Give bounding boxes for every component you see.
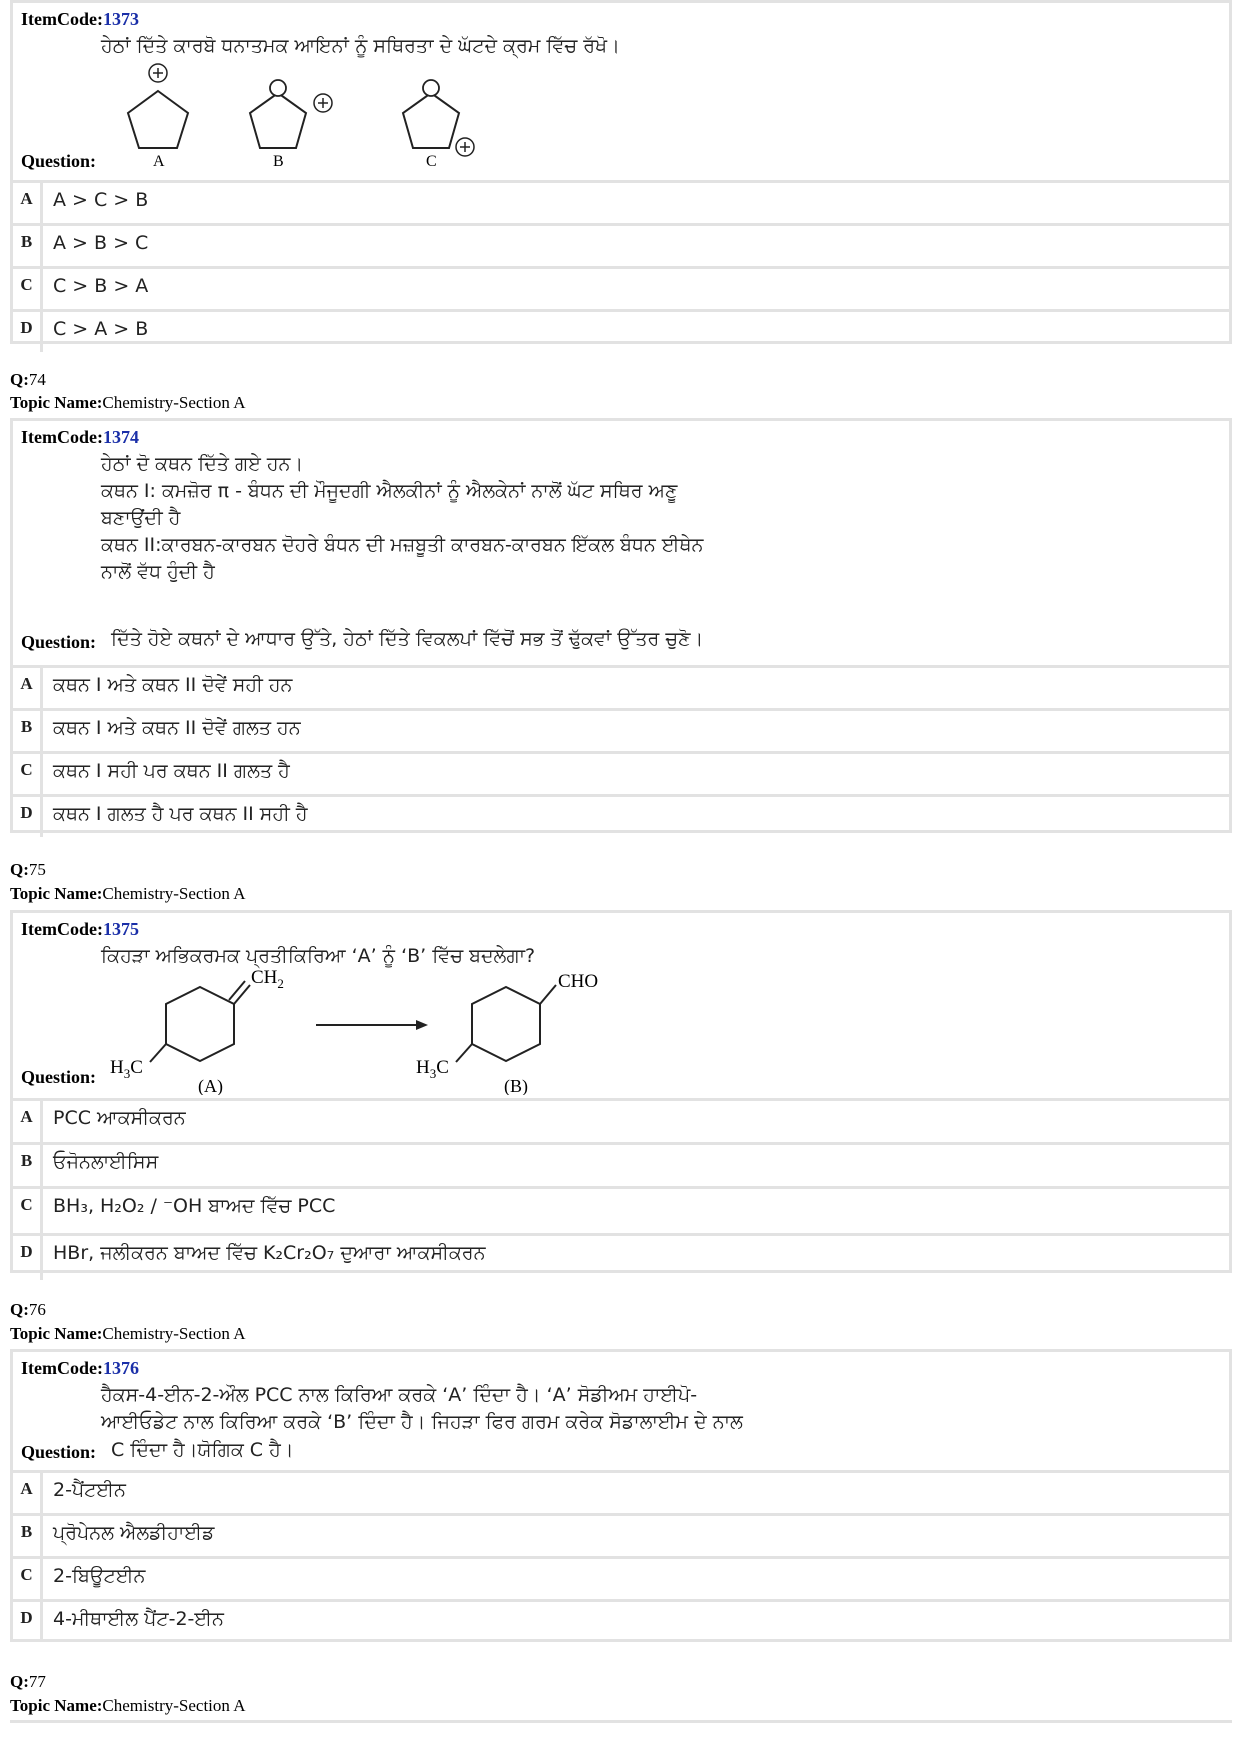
question-text: ਹੇਠਾਂ ਦੋ ਕਥਨ ਦਿੱਤੇ ਗਏ ਹਨ। ਕਥਨ I: ਕਮਜ਼ੋਰ π - ਬੰਧਨ ਦੀ ਮੌਜੂਦਗੀ ਐਲਕੀਨਾਂ ਨੂੰ ਐਲਕੇਨਾਂ ਨਾਲੋਂ ਘੱਟ ਸਥਿਰ ਅਣੂ ਬਣਾਉਂਦੀ ਹੈ ਕਥਨ II:ਕਾਰਬਨ-ਕਾਰਬਨ ਦੋਹਰੇ ਬੰਧਨ ਦੀ ਮਜ਼ਬੂਤੀ ਕਾਰਬਨ-ਕਾਰਬਨ ਇੱਕਲ ਬੰਧਨ ਈਥੇਨ ਨਾਲੋਂ ਵੱਧ ਹੁੰਦੀ ਹੈ (101, 453, 704, 583)
option-letter: D (13, 312, 43, 352)
question-label: Question: (21, 1442, 97, 1462)
option-text: A > B > C (53, 232, 149, 254)
compound-label-b: (B) (504, 1076, 528, 1095)
option-letter: D (13, 1236, 43, 1280)
option-letter: C (13, 269, 43, 309)
topic-name: Topic Name:Chemistry-Section A (10, 1696, 246, 1715)
option-letter: D (13, 797, 43, 837)
option-letter: D (13, 1602, 43, 1642)
option-a[interactable] (13, 1101, 1229, 1145)
question-header (13, 913, 1229, 1101)
option-d[interactable] (13, 1602, 1229, 1642)
option-c[interactable] (13, 754, 1229, 797)
option-text: ਕਥਨ I ਸਹੀ ਪਰ ਕਥਨ II ਗਲਤ ਹੈ (53, 760, 290, 782)
option-letter: B (13, 1516, 43, 1556)
option-text: C > B > A (53, 275, 149, 297)
question-header (13, 1352, 1229, 1473)
question-text: ਹੇਠਾਂ ਦਿੱਤੇ ਕਾਰਬੋ ਧਨਾਤਮਕ ਆਇਨਾਂ ਨੂੰ ਸਥਿਰਤਾ ਦੇ ਘੱਟਦੇ ਕ੍ਰਮ ਵਿੱਚ ਰੱਖੋ। (101, 35, 620, 57)
option-c[interactable] (13, 1559, 1229, 1602)
option-text: PCC ਆਕਸੀਕਰਨ (53, 1107, 186, 1129)
option-text: ਪ੍ਰੋਪੇਨਲ ਐਲਡੀਹਾਈਡ (53, 1522, 215, 1544)
topic-name: Topic Name:Chemistry-Section A (10, 884, 246, 903)
option-letter: C (13, 1189, 43, 1233)
question-number: Q:77 (10, 1672, 46, 1691)
structure-label-c: C (426, 153, 437, 170)
question-header (13, 3, 1229, 183)
structure-label-a: A (153, 153, 165, 170)
option-text: ਓਜੋਨਲਾਈਸਿਸ (53, 1151, 159, 1173)
option-text: BH₃, H₂O₂ / ⁻OH ਬਾਅਦ ਵਿੱਚ PCC (53, 1195, 336, 1217)
question-label: Question: (21, 151, 97, 171)
svg-text:H3C: $H_3C$ (416, 1057, 449, 1081)
svg-text:CHO: CHO (558, 971, 599, 992)
option-letter: A (13, 1101, 43, 1142)
option-d[interactable] (13, 1236, 1229, 1280)
option-text: 4-ਮੀਥਾਈਲ ਪੈਂਟ-2-ਈਨ (53, 1608, 224, 1630)
next-block-top-border (10, 1720, 1232, 1723)
question-number: Q:74 (10, 370, 46, 389)
question-header (13, 421, 1229, 668)
option-a[interactable] (13, 1473, 1229, 1516)
question-block-1374 (10, 418, 1232, 833)
option-d[interactable] (13, 312, 1229, 352)
item-code: ItemCode:1374 (21, 427, 139, 447)
option-letter: A (13, 183, 43, 223)
option-letter: C (13, 754, 43, 794)
question-inline-text: ਦਿੱਤੇ ਹੋਏ ਕਥਨਾਂ ਦੇ ਆਧਾਰ ਉੱਤੇ, ਹੇਠਾਂ ਦਿੱਤੇ ਵਿਕਲਪਾਂ ਵਿੱਚੋਂ ਸਭ ਤੋਂ ਢੁੱਕਵਾਂ ਉੱਤਰ ਚੁਣੋ। (111, 628, 704, 650)
carbocation-structures-figure (108, 63, 588, 173)
option-a[interactable] (13, 668, 1229, 711)
option-letter: A (13, 668, 43, 708)
option-c[interactable] (13, 1189, 1229, 1236)
svg-text:CH2: $CH_2$ (251, 967, 284, 991)
option-letter: A (13, 1473, 43, 1513)
structure-label-b: B (273, 153, 284, 170)
topic-name: Topic Name:Chemistry-Section A (10, 1324, 246, 1343)
topic-name: Topic Name:Chemistry-Section A (10, 393, 246, 412)
question-block-1376 (10, 1349, 1232, 1642)
reaction-scheme-figure (98, 965, 618, 1095)
svg-text:H3C: $H_3C$ (110, 1057, 143, 1081)
item-code: ItemCode:1376 (21, 1358, 139, 1378)
option-text: ਕਥਨ I ਗਲਤ ਹੈ ਪਰ ਕਥਨ II ਸਹੀ ਹੈ (53, 803, 308, 825)
option-text: ਕਥਨ I ਅਤੇ ਕਥਨ II ਦੋਵੇਂ ਗਲਤ ਹਨ (53, 717, 301, 739)
option-b[interactable] (13, 226, 1229, 269)
question-number: Q:75 (10, 860, 46, 879)
question-number: Q:76 (10, 1300, 46, 1319)
option-b[interactable] (13, 1516, 1229, 1559)
option-a[interactable] (13, 183, 1229, 226)
option-b[interactable] (13, 711, 1229, 754)
option-text: 2-ਬਿਊਟਈਨ (53, 1565, 146, 1587)
item-code: ItemCode:1373 (21, 9, 139, 29)
option-letter: B (13, 226, 43, 266)
option-letter: B (13, 1145, 43, 1186)
option-b[interactable] (13, 1145, 1229, 1189)
question-text: ਹੈਕਸ-4-ਈਨ-2-ਔਲ PCC ਨਾਲ ਕਿਰਿਆ ਕਰਕੇ ‘A’ ਦਿੰਦਾ ਹੈ। ‘A’ ਸੋਡੀਅਮ ਹਾਈਪੋ- ਆਈਓਡੇਟ ਨਾਲ ਕਿਰਿਆ ਕਰਕੇ ‘B’ ਦਿੰਦਾ ਹੈ। ਜਿਹੜਾ ਫਿਰ ਗਰਮ ਕਰੇਕ ਸੋਡਾਲਾਈਮ ਦੇ ਨਾਲ (101, 1384, 743, 1433)
question-inline-text: C ਦਿੰਦਾ ਹੈ।ਯੋਗਿਕ C ਹੈ। (111, 1439, 294, 1461)
option-letter: B (13, 711, 43, 751)
option-d[interactable] (13, 797, 1229, 837)
option-text: 2-ਪੈਂਟਈਨ (53, 1479, 126, 1501)
question-text: ਕਿਹੜਾ ਅਭਿਕਰਮਕ ਪ੍ਰਤੀਕਿਰਿਆ ‘A’ ਨੂੰ ‘B’ ਵਿੱਚ ਬਦਲੇਗਾ? (101, 945, 536, 967)
question-label: Question: (21, 632, 97, 652)
question-block-1373 (10, 0, 1232, 344)
question-block-1375 (10, 910, 1232, 1273)
option-c[interactable] (13, 269, 1229, 312)
compound-label-a: (A) (198, 1076, 223, 1095)
question-label: Question: (21, 1067, 97, 1087)
option-letter: C (13, 1559, 43, 1599)
option-text: A > C > B (53, 189, 149, 211)
option-text: HBr, ਜਲੀਕਰਨ ਬਾਅਦ ਵਿੱਚ K₂Cr₂O₇ ਦੁਆਰਾ ਆਕਸੀਕਰਨ (53, 1242, 486, 1264)
item-code: ItemCode:1375 (21, 919, 139, 939)
option-text: C > A > B (53, 318, 149, 340)
option-text: ਕਥਨ I ਅਤੇ ਕਥਨ II ਦੋਵੇਂ ਸਹੀ ਹਨ (53, 674, 293, 696)
